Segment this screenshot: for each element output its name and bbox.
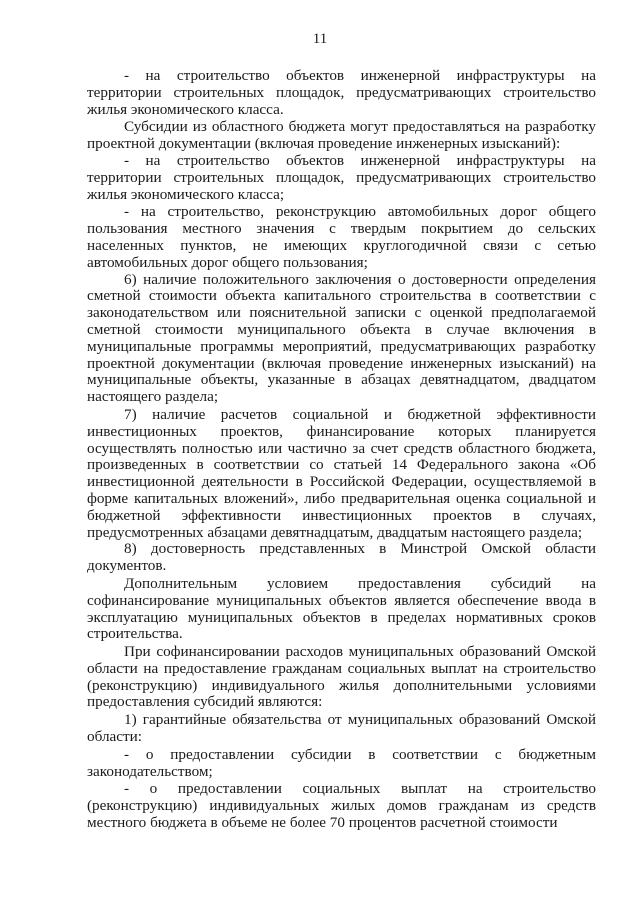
paragraph-design-subsidies: Субсидии из областного бюджета могут предоставляться на разработку проектной документации (включая проведение инженерных изысканий): <box>87 118 596 153</box>
paragraph-item-6: 6) наличие положительного заключения о достоверности определения сметной стоимости объекта капитального строительства в соответствии с законодательством или пояснительной записки с оценкой предполагаемой сметной стоимости муниципального объекта в случае включения в муниципальные программы мероприятий, предусматривающих разработку проектной документации (включая проведение инженерных изысканий) на муниципальные объекты, указанные в абзацах девятнадцатом, двадцатом настоящего раздела; <box>87 270 596 406</box>
paragraph-item-8: 8) достоверность представленных в Минстрой Омской области документов. <box>87 540 596 575</box>
paragraph-social-payment-limit: - о предоставлении социальных выплат на строительство (реконструкцию) индивидуальных жилых домов гражданам из средств местного бюджета в объеме не более 70 процентов расчетной стоимости <box>87 780 596 832</box>
paragraph-guarantee-obligations: 1) гарантийные обязательства от муниципальных образований Омской области: <box>87 711 596 746</box>
paragraph-item-7: 7) наличие расчетов социальной и бюджетной эффективности инвестиционных проектов, финансирование которых планируется осуществлять полностью или частично за счет средств областного бюджета, произведенных в соответствии со статьей 14 Федерального закона «Об инвестиционной деятельности в Российской Федерации, осуществляемой в форме капитальных вложений», либо предварительная оценка социальной и бюджетной эффективности инвестиционных проектов в случаях, предусмотренных абзацами девятнадцатым, двадцатым настоящего раздела; <box>87 405 596 541</box>
document-body <box>87 68 596 832</box>
paragraph-additional-condition: Дополнительным условием предоставления субсидий на софинансирование муниципальных объектов является обеспечение ввода в эксплуатацию муниципальных объектов в пределах нормативных сроков строительства. <box>87 574 596 643</box>
paragraph-budget-subsidy: - о предоставлении субсидии в соответствии с бюджетным законодательством; <box>87 745 596 780</box>
paragraph-design-engineering-infrastructure: - на строительство объектов инженерной инфраструктуры на территории строительных площадок, предусматривающих строительство жилья экономического класса; <box>87 151 596 203</box>
paragraph-engineering-infrastructure: - на строительство объектов инженерной инфраструктуры на территории строительных площадок, предусматривающих строительство жилья экономического класса. <box>87 67 596 118</box>
page-number: 11 <box>312 31 328 47</box>
paragraph-social-payments: При софинансировании расходов муниципальных образований Омской области на предоставление гражданам социальных выплат на строительство (реконструкцию) индивидуального жилья дополнительными условиями предоставления субсидий являются: <box>87 643 596 711</box>
paragraph-design-roads: - на строительство, реконструкцию автомобильных дорог общего пользования местного значения с твердым покрытием до сельских населенных пунктов, не имеющих круглогодичной связи с сетью автомобильных дорог общего пользования; <box>87 203 596 271</box>
